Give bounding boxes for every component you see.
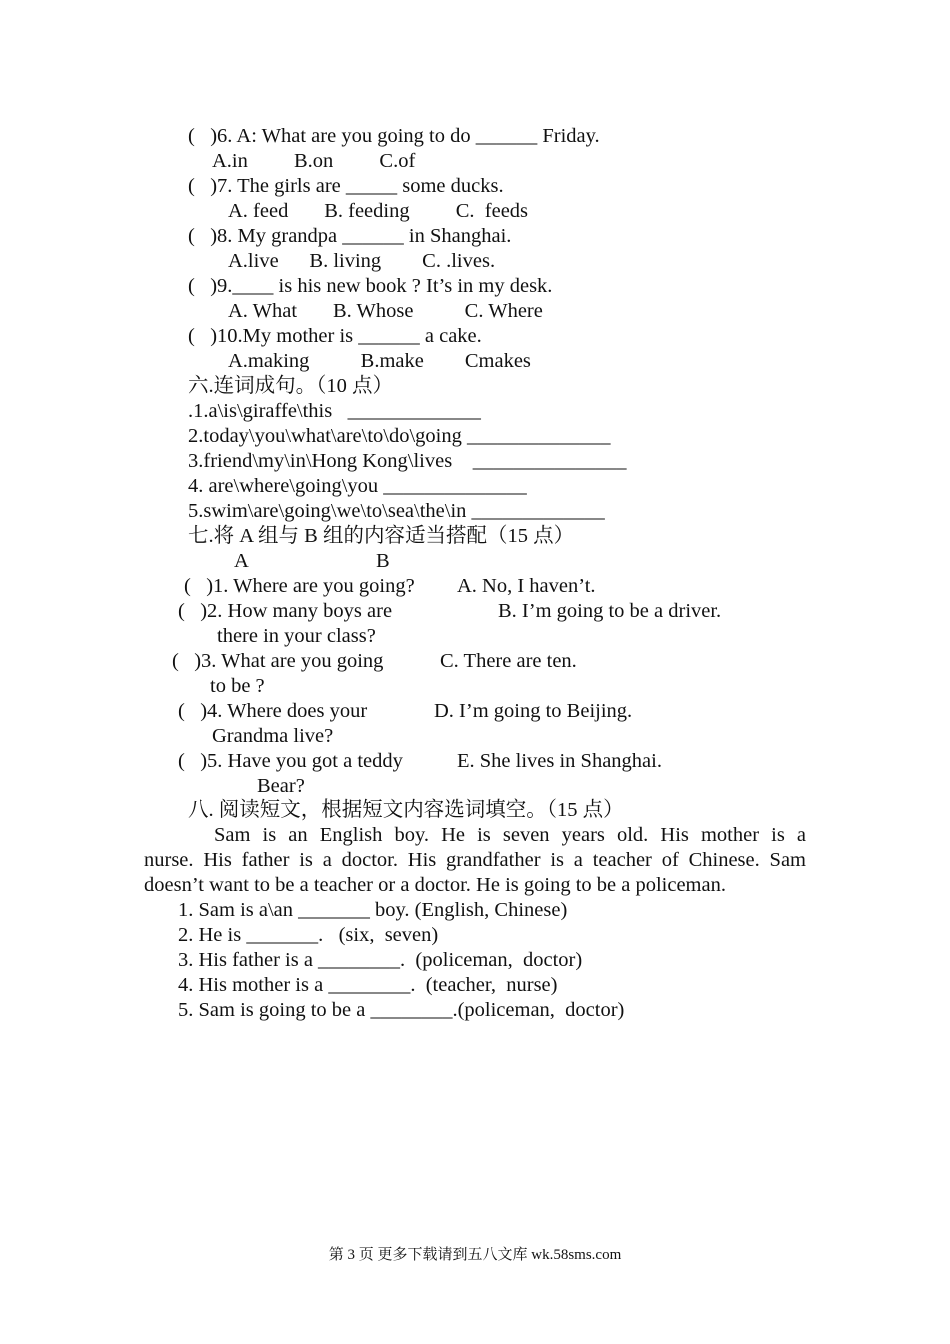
section-6-item-4: 4. are\where\going\you ______________ [188, 475, 527, 497]
fill-item-5: 5. Sam is going to be a ________.(policeman, doctor) [178, 999, 625, 1021]
match-a-1: ( )1. Where are you going? [184, 575, 415, 597]
section-6-item-2: 2.today\you\what\are\to\do\going ______________ [188, 425, 611, 447]
match-a-2: ( )2. How many boys are [178, 600, 393, 622]
page-footer: 第 3 页 更多下载请到五八文库 wk.58sms.com [328, 1247, 622, 1263]
match-b-1: A. No, I haven’t. [457, 575, 596, 597]
section-6-item-5: 5.swim\are\going\we\to\sea\the\in _____________ [188, 500, 605, 522]
column-b-header: B [376, 550, 390, 572]
match-b-5: E. She lives in Shanghai. [457, 750, 662, 772]
match-b-4: D. I’m going to Beijing. [434, 700, 633, 722]
question-8-options: A.live B. living C. .lives. [228, 250, 496, 272]
reading-passage [144, 823, 806, 898]
question-7-stem: ( )7. The girls are _____ some ducks. [188, 175, 504, 197]
fill-item-4: 4. His mother is a ________. (teacher, nurse) [178, 974, 558, 996]
match-a-4: ( )4. Where does your [178, 700, 368, 722]
fill-item-2: 2. He is _______. (six, seven) [178, 924, 439, 946]
question-9-stem: ( )9.____ is his new book ? It’s in my desk. [188, 275, 553, 297]
question-10-stem: ( )10.My mother is ______ a cake. [188, 325, 482, 347]
match-a-5: ( )5. Have you got a teddy [178, 750, 403, 772]
section-6-item-1: .1.a\is\giraffe\this _____________ [188, 400, 481, 422]
match-a-4-cont: Grandma live? [212, 725, 334, 747]
passage-line-3: doesn’t want to be a teacher or a doctor. He is going to be a policeman. [144, 874, 726, 896]
section-8-title: 八. 阅读短文，根据短文内容选词填空。（15 点） [188, 799, 624, 821]
question-9-options: A. What B. Whose C. Where [228, 300, 543, 322]
question-10-options: A.making B.make Cmakes [228, 350, 531, 372]
match-b-3: C. There are ten. [440, 650, 577, 672]
match-a-5-cont: Bear? [257, 775, 305, 797]
section-7-title: 七.将 A 组与 B 组的内容适当搭配（15 点） [188, 525, 575, 547]
section-6-item-3: 3.friend\my\in\Hong Kong\lives _______________ [188, 450, 627, 472]
match-a-3: ( )3. What are you going [172, 650, 384, 672]
passage-line-2: nurse. His father is a doctor. His grandfather is a teacher of Chinese. Sam [144, 849, 806, 871]
column-a-header: A [234, 550, 249, 572]
match-a-2-cont: there in your class? [217, 625, 376, 647]
question-8-stem: ( )8. My grandpa ______ in Shanghai. [188, 225, 512, 247]
fill-item-3: 3. His father is a ________. (policeman, doctor) [178, 949, 583, 971]
section-6-title: 六.连词成句。（10 点） [188, 375, 393, 397]
passage-line-1: Sam is an English boy. He is seven years old. His mother is a [214, 824, 806, 846]
fill-item-1: 1. Sam is a\an _______ boy. (English, Chinese) [178, 899, 568, 921]
question-6-options: A.in B.on C.of [212, 150, 416, 172]
match-b-2: B. I’m going to be a driver. [498, 600, 722, 622]
question-6-stem: ( )6. A: What are you going to do ______ Friday. [188, 125, 600, 147]
match-a-3-cont: to be ? [210, 675, 265, 697]
question-7-options: A. feed B. feeding C. feeds [228, 200, 529, 222]
